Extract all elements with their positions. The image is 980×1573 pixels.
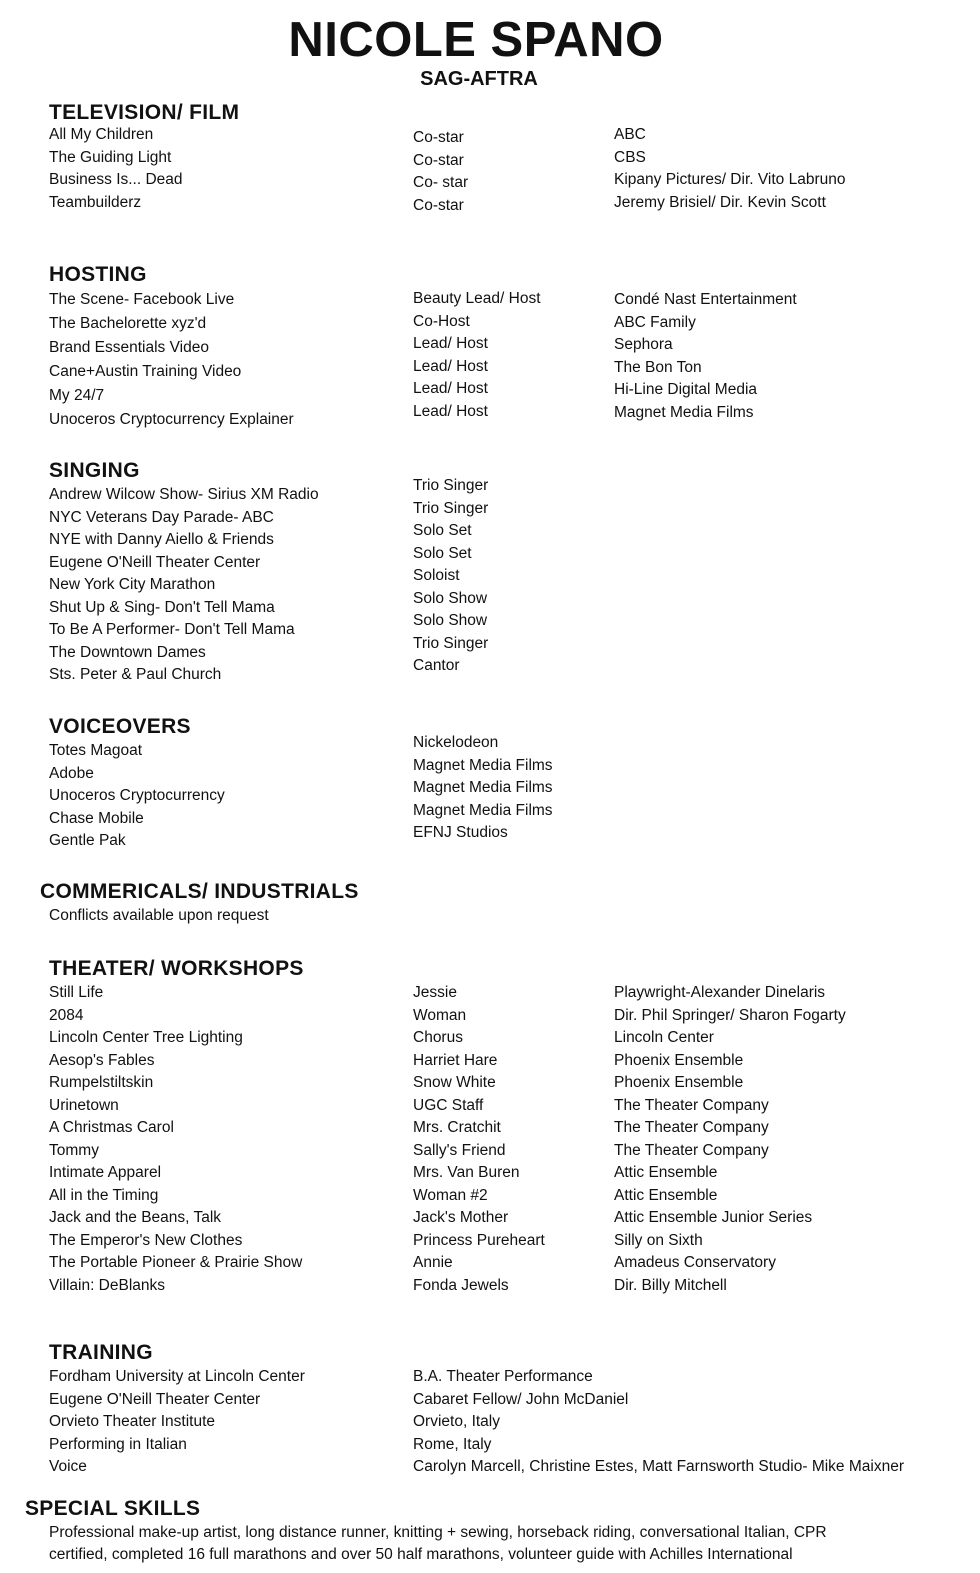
list-item: ABC Family: [614, 313, 696, 331]
list-item: The Theater Company: [614, 1119, 769, 1136]
list-item: UGC Staff: [413, 1096, 484, 1114]
list-item: All in the Timing: [49, 1186, 159, 1204]
list-item: Magnet Media Films: [413, 779, 553, 796]
list-item: Lead/ Host: [413, 402, 488, 420]
list-item: Princess Pureheart: [413, 1231, 545, 1249]
list-item: Brand Essentials Video: [49, 339, 209, 356]
list-item: The Emperor's New Clothes: [49, 1231, 243, 1249]
list-item: Magnet Media Films: [413, 756, 553, 774]
list-item: 2084: [49, 1006, 84, 1024]
list-item: Attic Ensemble Junior Series: [614, 1209, 813, 1226]
theater-titles: [49, 982, 302, 1297]
list-item: Harriet Hare: [413, 1051, 498, 1069]
list-item: Magnet Media Films: [413, 801, 553, 819]
voiceover-titles: [49, 740, 225, 853]
list-item: Woman #2: [413, 1186, 488, 1204]
list-item: Teambuilderz: [49, 193, 142, 211]
list-item: Jeremy Brisiel/ Dir. Kevin Scott: [614, 193, 826, 211]
list-item: Co-star: [413, 196, 464, 214]
television-companies: [614, 124, 845, 214]
list-item: Mrs. Van Buren: [413, 1164, 520, 1181]
list-item: Adobe: [49, 764, 94, 782]
section-heading-theater: THEATER/ WORKSHOPS: [49, 957, 304, 980]
list-item: Andrew Wilcow Show- Sirius XM Radio: [49, 486, 319, 503]
list-item: Cane+Austin Training Video: [49, 363, 242, 380]
voiceover-companies: [413, 732, 553, 845]
section-heading-voiceovers: VOICEOVERS: [49, 715, 191, 738]
singing-titles: [49, 484, 319, 687]
list-item: The Bachelorette xyz'd: [49, 315, 207, 332]
skills-line: Professional make-up artist, long distance runner, knitting + sewing, horseback riding, conversational Italian, CPR: [49, 1524, 827, 1541]
list-item: Hi-Line Digital Media: [614, 381, 758, 398]
list-item: Beauty Lead/ Host: [413, 290, 541, 307]
list-item: Condé Nast Entertainment: [614, 291, 797, 308]
list-item: Business Is... Dead: [49, 171, 183, 188]
section-heading-television: TELEVISION/ FILM: [49, 101, 240, 124]
list-item: Performing in Italian: [49, 1435, 187, 1453]
list-item: Voice: [49, 1458, 87, 1475]
training-details: [413, 1366, 904, 1479]
list-item: Jack's Mother: [413, 1209, 509, 1226]
television-roles: [413, 127, 468, 217]
list-item: Eugene O'Neill Theater Center: [49, 553, 261, 571]
section-heading-commercials: COMMERICALS/ INDUSTRIALS: [40, 880, 359, 903]
list-item: A Christmas Carol: [49, 1119, 174, 1136]
list-item: Urinetown: [49, 1096, 119, 1114]
list-item: Fordham University at Lincoln Center: [49, 1368, 305, 1385]
list-item: Orvieto Theater Institute: [49, 1413, 215, 1430]
list-item: The Portable Pioneer & Prairie Show: [49, 1254, 303, 1271]
list-item: Chase Mobile: [49, 809, 144, 827]
list-item: Solo Set: [413, 522, 472, 539]
list-item: Jack and the Beans, Talk: [49, 1209, 222, 1226]
section-heading-special-skills: SPECIAL SKILLS: [25, 1497, 201, 1520]
list-item: Solo Set: [413, 544, 472, 562]
list-item: Trio Singer: [413, 499, 489, 517]
list-item: Eugene O'Neill Theater Center: [49, 1390, 261, 1408]
list-item: Carolyn Marcell, Christine Estes, Matt Farnsworth Studio- Mike Maixner: [413, 1458, 904, 1475]
list-item: The Scene- Facebook Live: [49, 291, 235, 308]
list-item: Mrs. Cratchit: [413, 1119, 501, 1136]
list-item: ABC: [614, 126, 646, 143]
list-item: Chorus: [413, 1029, 463, 1046]
list-item: The Downtown Dames: [49, 643, 206, 661]
list-item: Lincoln Center Tree Lighting: [49, 1029, 243, 1046]
list-item: Jessie: [413, 984, 457, 1001]
list-item: CBS: [614, 148, 646, 166]
list-item: Phoenix Ensemble: [614, 1051, 744, 1069]
list-item: New York City Marathon: [49, 576, 216, 593]
list-item: Unoceros Cryptocurrency: [49, 787, 225, 804]
list-item: B.A. Theater Performance: [413, 1368, 593, 1385]
commercials-note: Conflicts available upon request: [49, 907, 269, 924]
hosting-titles: [49, 288, 294, 432]
television-titles: [49, 124, 183, 214]
list-item: Rumpelstiltskin: [49, 1074, 154, 1091]
hosting-companies: [614, 289, 797, 424]
list-item: Unoceros Cryptocurrency Explainer: [49, 411, 294, 428]
list-item: Fonda Jewels: [413, 1276, 509, 1294]
singing-roles: [413, 475, 488, 678]
list-item: Magnet Media Films: [614, 403, 754, 421]
list-item: Solo Show: [413, 612, 488, 629]
list-item: Lincoln Center: [614, 1029, 714, 1046]
list-item: Sts. Peter & Paul Church: [49, 666, 222, 683]
list-item: Lead/ Host: [413, 335, 488, 352]
list-item: Phoenix Ensemble: [614, 1074, 744, 1091]
section-heading-training: TRAINING: [49, 1341, 153, 1364]
list-item: Solo Show: [413, 589, 488, 607]
list-item: Lead/ Host: [413, 357, 488, 375]
list-item: Shut Up & Sing- Don't Tell Mama: [49, 598, 275, 616]
list-item: Soloist: [413, 567, 460, 584]
list-item: Attic Ensemble: [614, 1164, 718, 1181]
list-item: The Bon Ton: [614, 358, 702, 376]
performer-name: NICOLE SPANO: [288, 13, 664, 67]
list-item: Cantor: [413, 657, 460, 674]
list-item: Still Life: [49, 984, 104, 1001]
list-item: The Guiding Light: [49, 148, 172, 166]
list-item: The Theater Company: [614, 1141, 769, 1159]
list-item: All My Children: [49, 126, 154, 143]
list-item: Kipany Pictures/ Dir. Vito Labruno: [614, 171, 846, 188]
list-item: NYC Veterans Day Parade- ABC: [49, 508, 274, 526]
list-item: Trio Singer: [413, 634, 489, 652]
section-heading-singing: SINGING: [49, 459, 140, 482]
list-item: My 24/7: [49, 387, 105, 404]
list-item: Playwright-Alexander Dinelaris: [614, 984, 826, 1001]
theater-roles: [413, 982, 545, 1297]
skills-line: certified, completed 16 full marathons and over 50 half marathons, volunteer guide with Achilles International: [49, 1546, 793, 1563]
list-item: Gentle Pak: [49, 832, 126, 849]
list-item: Lead/ Host: [413, 380, 488, 397]
list-item: Woman: [413, 1006, 467, 1024]
list-item: Totes Magoat: [49, 742, 143, 759]
list-item: Dir. Phil Springer/ Sharon Fogarty: [614, 1006, 846, 1024]
list-item: Aesop's Fables: [49, 1051, 155, 1069]
list-item: Dir. Billy Mitchell: [614, 1276, 727, 1294]
list-item: Silly on Sixth: [614, 1231, 703, 1249]
list-item: To Be A Performer- Don't Tell Mama: [49, 621, 295, 638]
list-item: The Theater Company: [614, 1096, 769, 1114]
theater-companies: [614, 982, 846, 1297]
list-item: Snow White: [413, 1074, 496, 1091]
list-item: NYE with Danny Aiello & Friends: [49, 531, 274, 548]
list-item: Villain: DeBlanks: [49, 1276, 166, 1294]
list-item: Amadeus Conservatory: [614, 1254, 776, 1271]
list-item: EFNJ Studios: [413, 824, 508, 841]
union-affiliation: SAG-AFTRA: [420, 68, 538, 90]
list-item: Co-star: [413, 151, 464, 169]
list-item: Rome, Italy: [413, 1435, 492, 1453]
special-skills-text: [49, 1522, 827, 1566]
list-item: Annie: [413, 1254, 453, 1271]
list-item: Tommy: [49, 1141, 99, 1159]
list-item: Attic Ensemble: [614, 1186, 718, 1204]
list-item: Cabaret Fellow/ John McDaniel: [413, 1390, 629, 1408]
section-heading-hosting: HOSTING: [49, 263, 147, 286]
list-item: Orvieto, Italy: [413, 1413, 500, 1430]
list-item: Intimate Apparel: [49, 1164, 162, 1181]
list-item: Sally's Friend: [413, 1141, 506, 1159]
list-item: Co-star: [413, 129, 464, 146]
list-item: Co-Host: [413, 312, 470, 330]
training-schools: [49, 1366, 305, 1479]
list-item: Nickelodeon: [413, 734, 499, 751]
hosting-roles: [413, 288, 541, 423]
list-item: Sephora: [614, 336, 673, 353]
list-item: Trio Singer: [413, 477, 489, 494]
list-item: Co- star: [413, 174, 469, 191]
